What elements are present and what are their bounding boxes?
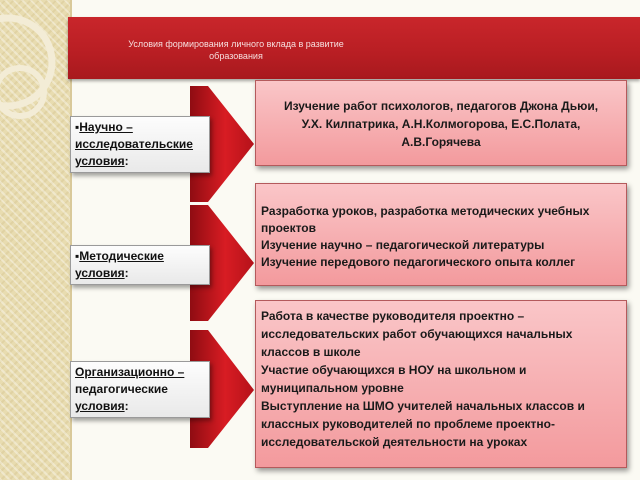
info-line: муниципальном уровне xyxy=(261,381,404,395)
page-title: Условия формирования личного вклада в развитие образования xyxy=(128,39,344,61)
info-line: Изучение научно – педагогической литературы xyxy=(261,238,545,252)
info-box-methodical xyxy=(255,183,627,286)
condition-label-research: ▪Научно – исследовательские условия: xyxy=(70,116,210,173)
info-line: проектов xyxy=(261,221,317,235)
condition-label-methodical: ▪Методические условия: xyxy=(70,245,210,285)
info-line: классов в школе xyxy=(261,345,361,359)
info-line: исследовательской деятельности на уроках xyxy=(261,435,528,449)
info-line: классных руководителей по проблеме проектно- xyxy=(261,417,555,431)
info-line: Выступление на ШМО учителей начальных классов и xyxy=(261,399,585,413)
info-line: Работа в качестве руководителя проектно – xyxy=(261,309,525,323)
info-line: Изучение работ психологов, педагогов Джона Дьюи, xyxy=(283,99,599,113)
info-box-research xyxy=(255,80,627,166)
condition-label-organizational: Организационно – педагогические условия: xyxy=(70,361,210,418)
info-line: Участие обучающихся в НОУ на школьном и xyxy=(261,363,527,377)
info-line: Изучение передового педагогического опыта коллег xyxy=(261,255,576,269)
info-line: исследовательских работ обучающихся начальных xyxy=(261,327,573,341)
info-box-organizational xyxy=(255,300,627,468)
info-line: У.Х. Килпатрика, А.Н.Колмогорова, Е.С.Полата, xyxy=(301,117,581,131)
info-line: Разработка уроков, разработка методических учебных xyxy=(261,204,590,218)
info-line: А.В.Горячева xyxy=(401,135,481,149)
